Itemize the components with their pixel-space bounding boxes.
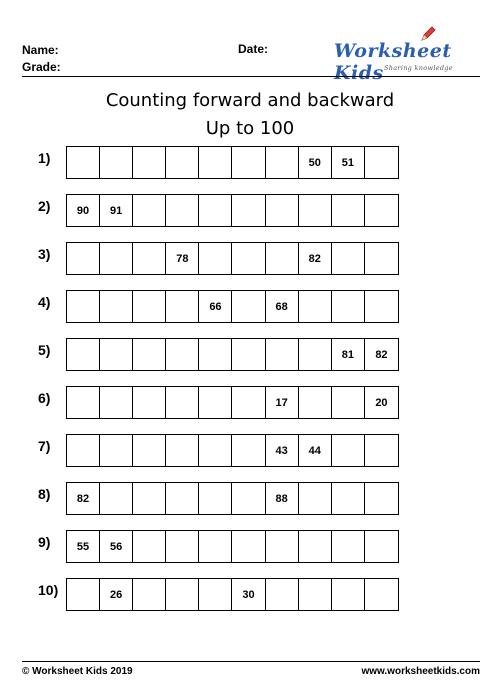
number-cell: 44 <box>299 435 332 466</box>
exercise-number: 10) <box>38 582 59 598</box>
number-cell <box>232 195 265 226</box>
number-cell <box>299 483 332 514</box>
number-cell <box>133 579 166 610</box>
number-cell: 50 <box>299 147 332 178</box>
number-cell <box>199 195 232 226</box>
number-cell <box>332 531 365 562</box>
worksheet-subtitle: Up to 100 <box>205 118 295 139</box>
number-cell <box>133 147 166 178</box>
number-cell <box>67 243 100 274</box>
number-sequence-row <box>66 578 399 611</box>
number-cell <box>67 435 100 466</box>
number-cell <box>166 435 199 466</box>
number-sequence-row <box>66 386 399 419</box>
number-cell <box>133 531 166 562</box>
number-cell <box>365 243 398 274</box>
number-cell <box>266 531 299 562</box>
number-cell <box>100 147 133 178</box>
number-cell <box>199 243 232 274</box>
number-cell <box>100 387 133 418</box>
number-sequence-row <box>66 482 399 515</box>
number-cell <box>365 483 398 514</box>
number-cell: 81 <box>332 339 365 370</box>
number-cell <box>232 483 265 514</box>
number-cell: 82 <box>67 483 100 514</box>
date-label: Date: <box>238 42 269 56</box>
number-sequence-row <box>66 530 399 563</box>
number-cell: 20 <box>375 396 388 409</box>
number-cell <box>232 291 265 322</box>
number-cell <box>299 387 332 418</box>
number-sequence-row <box>66 146 399 179</box>
exercise-number: 2) <box>38 198 51 214</box>
number-sequence-row <box>66 434 399 467</box>
exercise-number: 6) <box>38 390 51 406</box>
number-cell <box>232 531 265 562</box>
number-cell <box>332 435 365 466</box>
number-cell <box>133 339 166 370</box>
number-cell <box>299 195 332 226</box>
number-cell <box>67 147 100 178</box>
logo-text: Worksheet Kids <box>334 40 452 84</box>
number-cell <box>299 339 332 370</box>
number-cell <box>365 531 398 562</box>
number-cell <box>67 387 100 418</box>
number-cell: 91 <box>100 195 133 226</box>
number-cell <box>266 579 299 610</box>
number-cell <box>166 531 199 562</box>
footer-website: www.worksheetkids.com <box>361 666 480 677</box>
number-cell <box>332 483 365 514</box>
number-cell <box>199 435 232 466</box>
number-cell: 26 <box>100 579 133 610</box>
exercise-number: 5) <box>38 342 51 358</box>
number-cell <box>133 195 166 226</box>
number-cell <box>199 579 232 610</box>
number-sequence-row <box>66 194 399 227</box>
number-cell <box>199 483 232 514</box>
number-cell <box>365 435 398 466</box>
footer-divider <box>22 661 480 662</box>
number-cell <box>100 291 133 322</box>
number-cell: 43 <box>266 435 299 466</box>
number-cell <box>166 339 199 370</box>
logo <box>332 26 482 84</box>
number-cell: 51 <box>332 147 365 178</box>
number-cell: 30 <box>232 579 265 610</box>
number-cell <box>232 435 265 466</box>
number-sequence-row <box>66 290 399 323</box>
number-cell <box>133 291 166 322</box>
number-cell <box>100 243 133 274</box>
number-cell: 90 <box>67 195 100 226</box>
number-cell <box>332 195 365 226</box>
exercise-number: 1) <box>38 150 51 166</box>
number-cell: 56 <box>100 531 133 562</box>
header-divider <box>22 76 480 77</box>
number-cell <box>166 483 199 514</box>
exercise-number: 3) <box>38 246 51 262</box>
number-cell <box>199 387 232 418</box>
number-cell <box>133 435 166 466</box>
number-cell <box>199 147 232 178</box>
number-cell <box>67 291 100 322</box>
exercise-number: 7) <box>38 438 51 454</box>
number-cell <box>100 435 133 466</box>
number-cell <box>133 243 166 274</box>
number-cell: 55 <box>67 531 100 562</box>
number-cell <box>232 243 265 274</box>
number-cell <box>133 387 166 418</box>
exercise-number: 8) <box>38 486 51 502</box>
number-cell <box>100 339 133 370</box>
number-cell: 82 <box>375 348 388 361</box>
number-cell <box>299 579 332 610</box>
worksheet-title: Counting forward and backward <box>105 90 395 111</box>
number-cell <box>232 147 265 178</box>
grade-label: Grade: <box>22 60 61 74</box>
number-cell: 82 <box>299 243 332 274</box>
number-cell <box>332 291 365 322</box>
name-label: Name: <box>22 43 59 57</box>
number-sequence-row <box>66 242 399 275</box>
number-cell <box>332 579 365 610</box>
number-sequence-row <box>66 338 399 371</box>
footer-copyright: © Worksheet Kids 2019 <box>22 666 133 677</box>
number-cell <box>166 387 199 418</box>
number-cell <box>100 483 133 514</box>
number-cell <box>166 147 199 178</box>
header-labels <box>22 42 61 76</box>
number-cell <box>299 531 332 562</box>
number-cell <box>266 147 299 178</box>
number-cell: 68 <box>266 291 299 322</box>
number-cell <box>266 195 299 226</box>
number-cell <box>266 243 299 274</box>
number-cell <box>365 579 398 610</box>
number-cell <box>67 579 100 610</box>
number-cell <box>67 339 100 370</box>
number-cell <box>332 387 365 418</box>
number-cell <box>166 291 199 322</box>
number-cell: 17 <box>266 387 299 418</box>
exercise-number: 9) <box>38 534 51 550</box>
number-cell <box>166 579 199 610</box>
number-cell: 78 <box>166 243 199 274</box>
number-cell <box>365 147 398 178</box>
exercise-number: 4) <box>38 294 51 310</box>
logo-tagline: Sharing knowledge <box>384 64 453 72</box>
number-cell <box>133 483 166 514</box>
number-cell <box>232 339 265 370</box>
number-cell <box>199 531 232 562</box>
number-cell: 88 <box>266 483 299 514</box>
number-cell: 66 <box>199 291 232 322</box>
number-cell <box>232 387 265 418</box>
number-cell <box>166 195 199 226</box>
number-cell <box>266 339 299 370</box>
number-cell <box>365 195 398 226</box>
number-cell <box>199 339 232 370</box>
number-cell <box>332 243 365 274</box>
number-cell <box>365 291 398 322</box>
number-cell <box>299 291 332 322</box>
